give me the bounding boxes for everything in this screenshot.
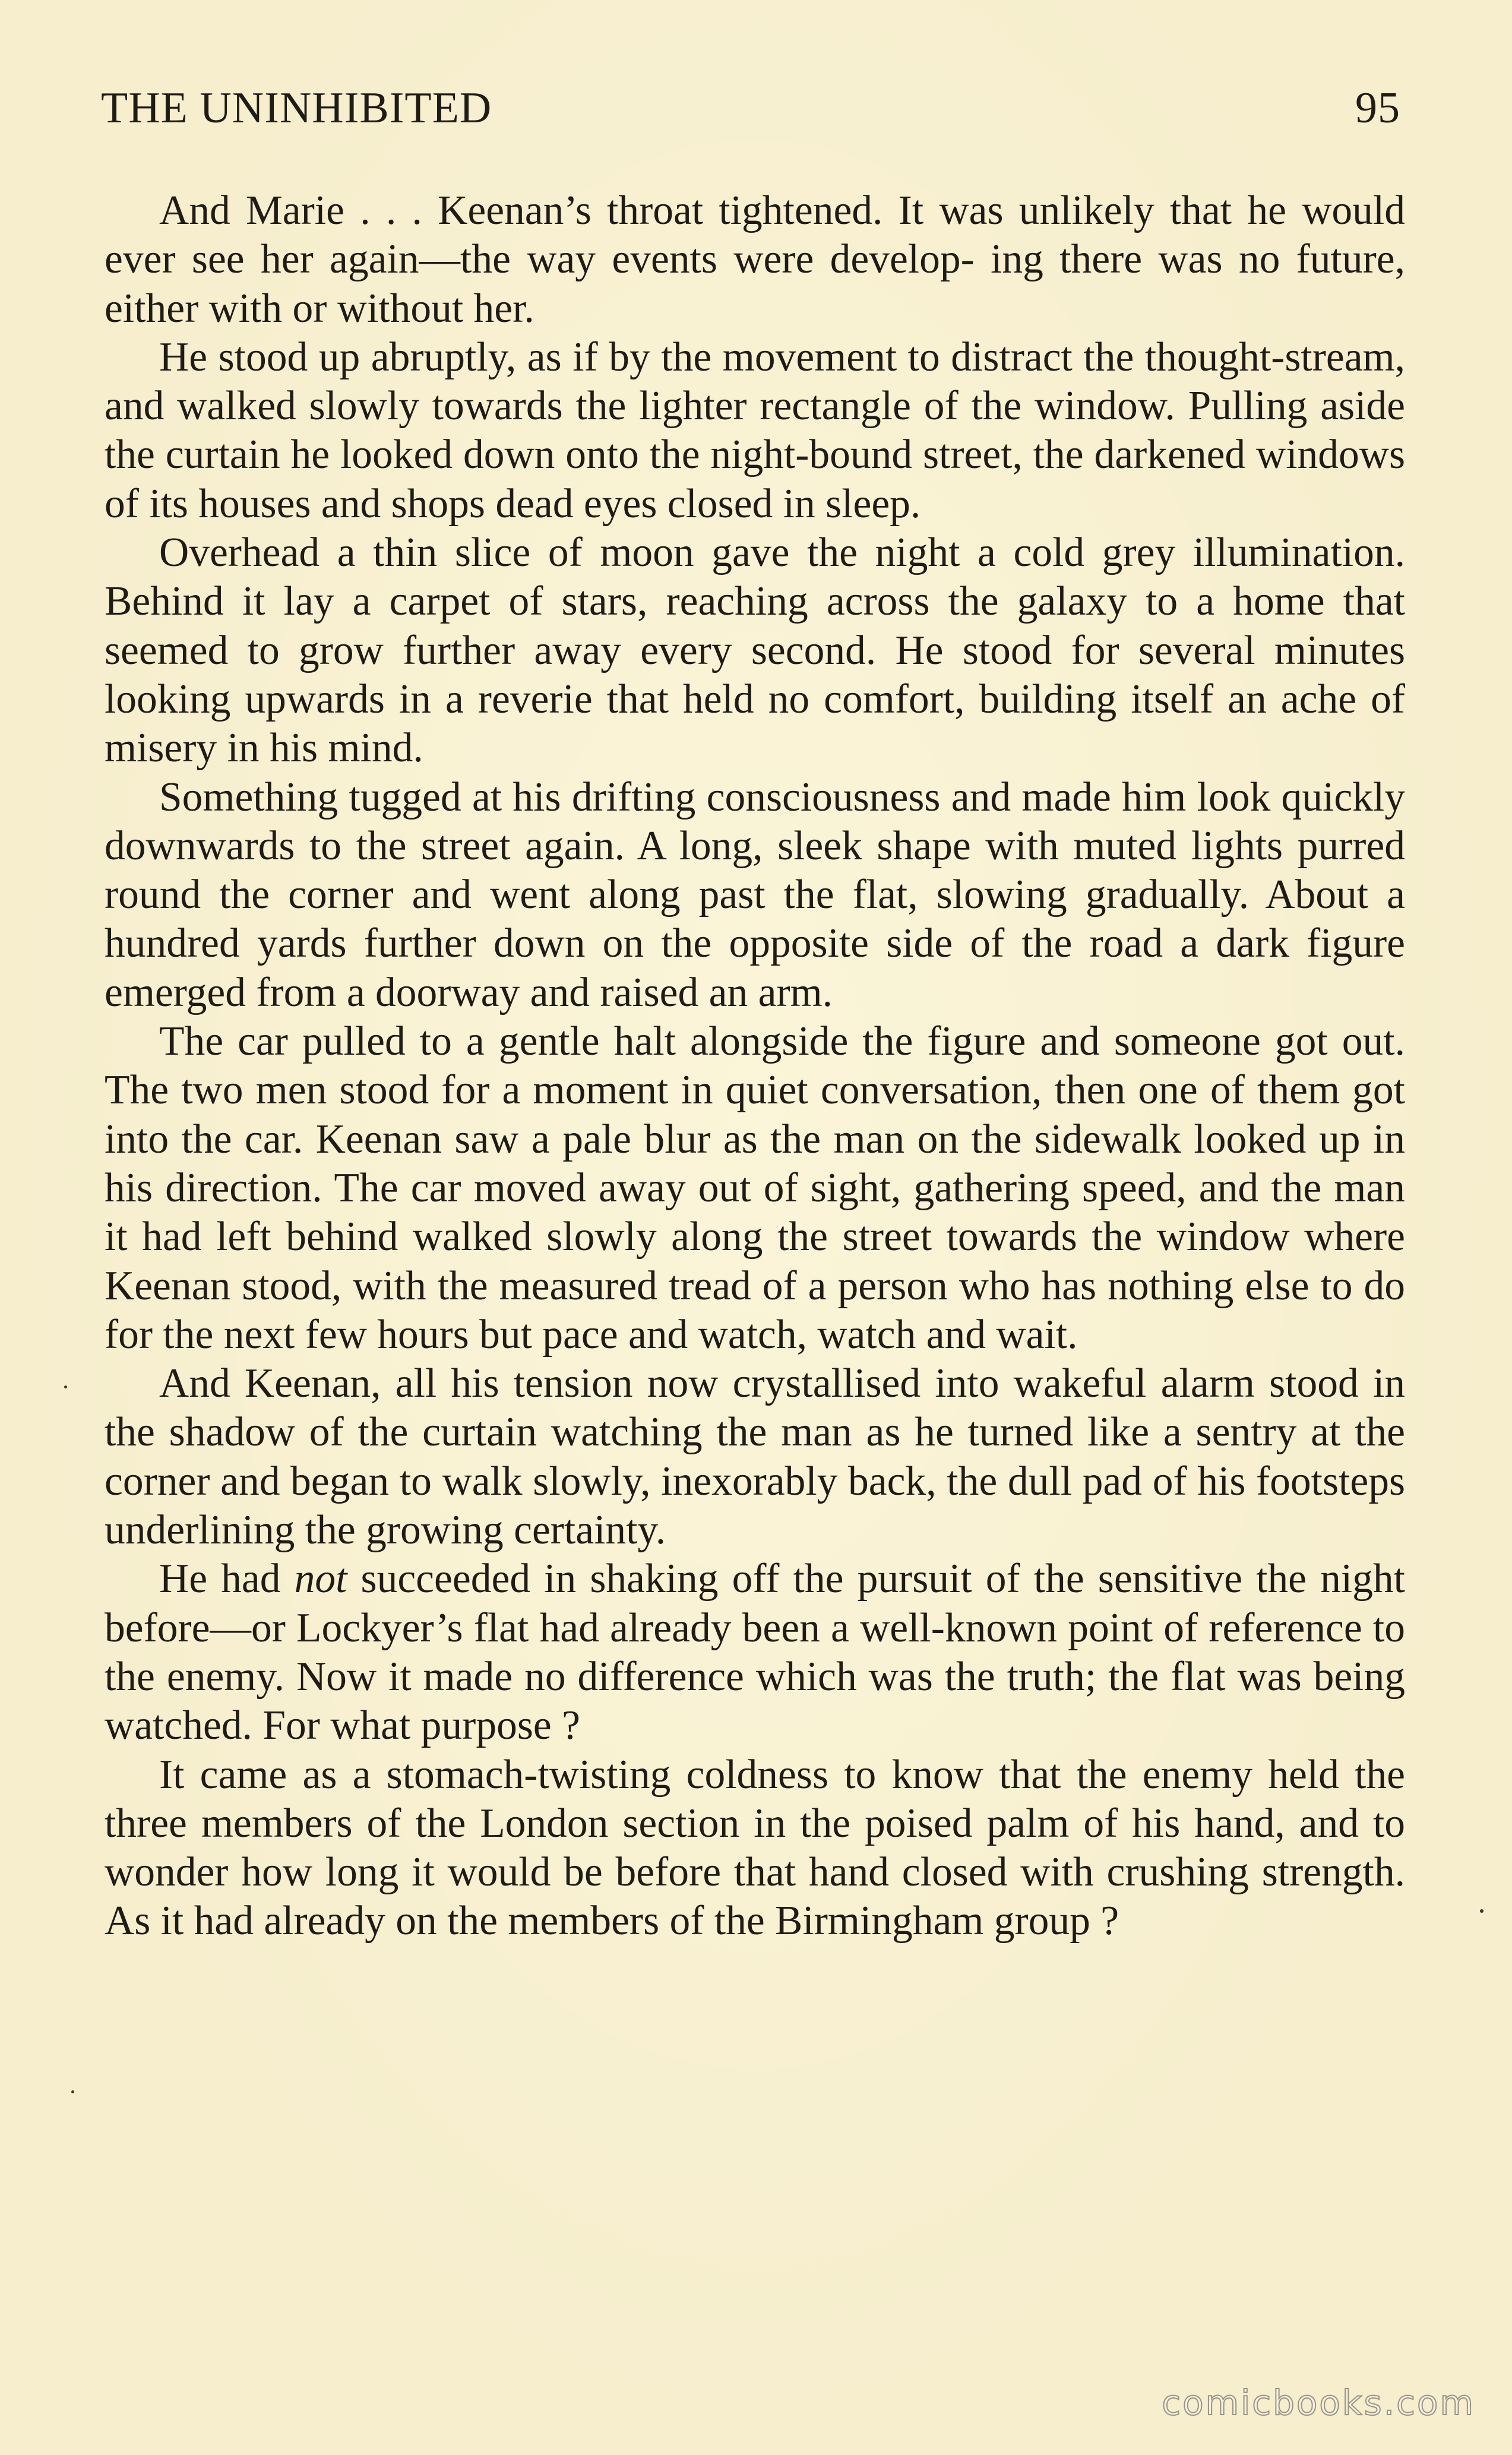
paragraph-text: succeeded in shaking off the pursuit of the sensitive the night before—or Lockyer’s flat had already been a well-known point of reference to the enemy. Now it made no difference which was the truth; the flat was being watched. For what purpose ? [105, 1556, 1405, 1749]
body-text [105, 186, 1405, 1946]
paragraph: It came as a stomach-twisting coldness to know that the enemy held the three members of the London section in the poised palm of his hand, and to wonder how long it would be before that hand closed with crushing strength. As it had already on the members of the Birmingham group ? [105, 1751, 1405, 1944]
paragraph-text: He had [159, 1556, 295, 1602]
paragraph: Something tugged at his drifting consciousness and made him look quickly downwards to the street again. A long, sleek shape with muted lights purred round the corner and went along past the flat, slowing gradually. About a hundred yards further down on the opposite side of the road a dark figure emerged from a doorway and raised an arm. [105, 774, 1405, 1015]
paragraph: And Marie . . . Keenan’s throat tightened. It was unlikely that he would ever see her again—the way events were develop- ing there was no future, either with or without her. [105, 188, 1405, 331]
paragraph: And Keenan, all his tension now crystallised into wakeful alarm stood in the shadow of the curtain watching the man as he turned like a sentry at the corner and began to walk slowly, inexorably back, the dull pad of his footsteps underlining the growing certainty. [105, 1361, 1405, 1554]
watermark: comicbooks.com [1162, 2383, 1475, 2423]
paper-speck [1480, 1909, 1483, 1913]
paragraph: He stood up abruptly, as if by the movement to distract the thought-stream, and walked slowly towards the lighter rectangle of the window. Pulling aside the curtain he looked down onto the night-bound street, the darkened windows of its houses and shops dead eyes closed in sleep. [105, 334, 1405, 527]
emphasized-word: not [294, 1556, 347, 1602]
paper-speck [71, 2090, 74, 2093]
book-title: THE UNINHIBITED [101, 84, 492, 132]
paragraph: The car pulled to a gentle halt alongside the figure and someone got out. The two men stood for a moment in quiet conversation, then one of them got into the car. Keenan saw a pale blur as the man on the sidewalk looked up in his direction. The car moved away out of sight, gathering speed, and the man it had left behind walked slowly along the street towards the window where Keenan stood, with the measured tread of a person who has nothing else to do for the next few hours but pace and watch, watch and wait. [105, 1018, 1405, 1358]
page-number: 95 [1355, 84, 1400, 132]
paragraph [105, 1555, 1405, 1750]
running-head [101, 83, 1400, 148]
paragraph: Overhead a thin slice of moon gave the night a cold grey illumination. Behind it lay a carpet of stars, reaching across the galaxy to a home that seemed to grow further away every second. He stood for several minutes looking upwards in a reverie that held no comfort, building itself an ache of misery in his mind. [105, 530, 1405, 771]
paper-speck [64, 1385, 67, 1388]
